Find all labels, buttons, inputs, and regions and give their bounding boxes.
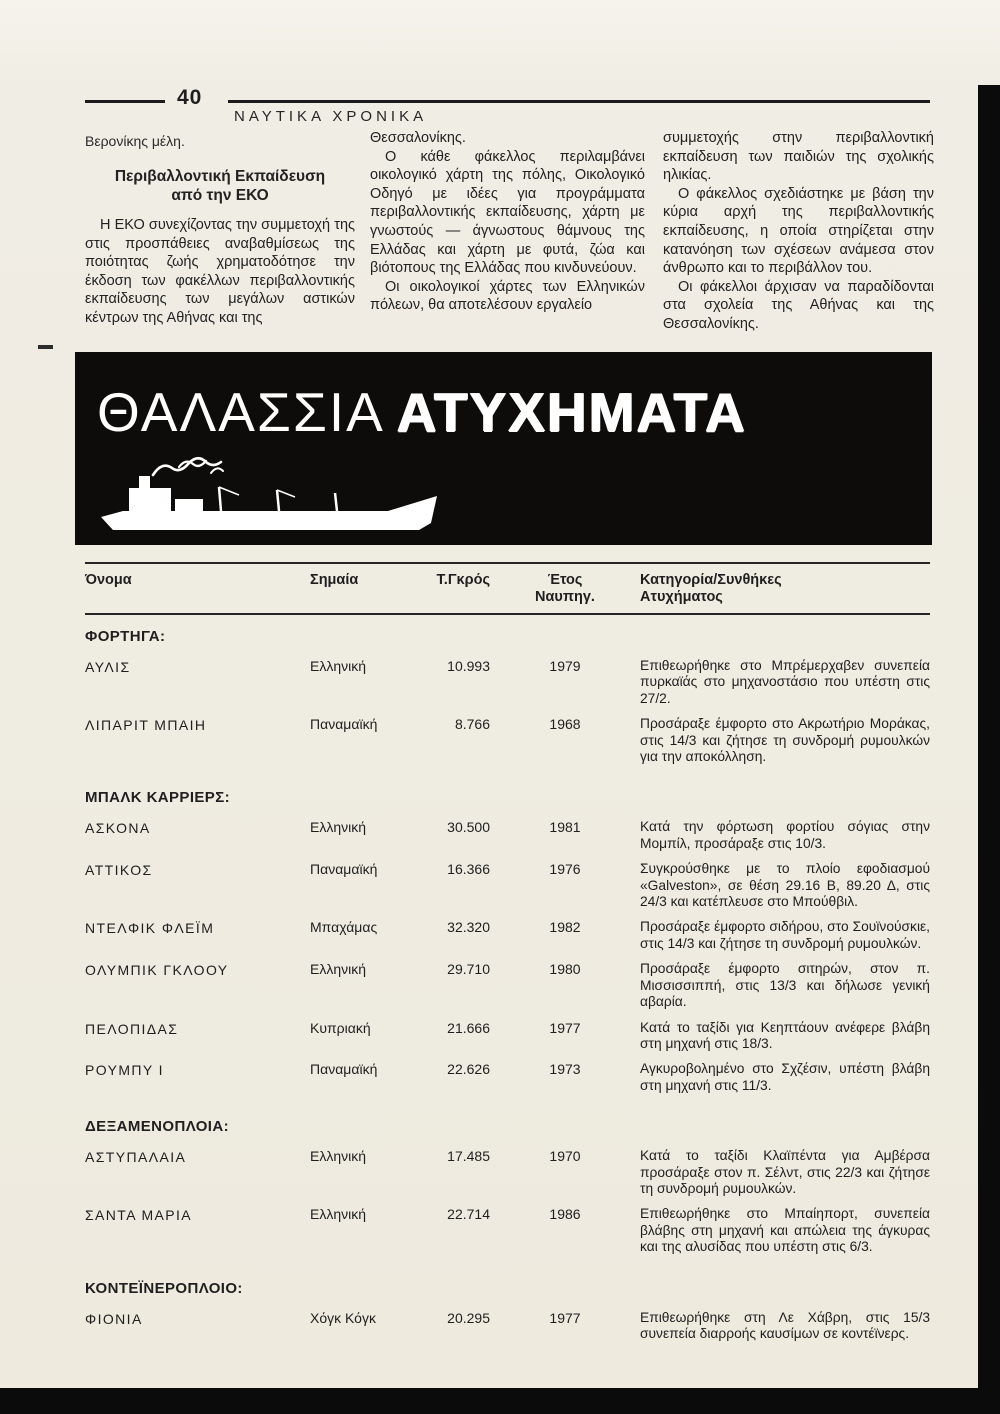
scan-edge-right-bar — [978, 85, 1000, 1414]
ship-year: 1980 — [549, 961, 581, 978]
ship-tonnage: 29.710 — [447, 961, 490, 978]
accident-description: Κατά το ταξίδι Κλαϊπέντα για Αμβέρσα προσάραξε στον π. Σέλντ, στις 22/3 και ζήτησε τη συνδρομή ρυμουλκών. — [640, 1148, 930, 1196]
section-banner — [75, 352, 932, 545]
ship-flag: Ελληνική — [310, 1148, 367, 1165]
ship-year: 1970 — [549, 1148, 581, 1165]
magazine-title: ΝΑΥΤΙΚΑ ΧΡΟΝΙΚΑ — [234, 108, 428, 125]
ship-name: ΣΑΝΤΑ ΜΑΡΙΑ — [85, 1207, 193, 1224]
ship-flag: Παναμαϊκή — [310, 861, 378, 878]
header-year-line1: Έτος — [547, 572, 583, 588]
article-paragraph: Η ΕΚΟ συνεχίζοντας την συμμετοχή της στις προσπάθειες αναβαθμίσεως της ποιότητας ζωής χρηματοδότησε την έκδοση των φακέλλων περιβαλλοντικής εκπαίδευσης των μεγάλων αστικών κέντρων της Αθήνας και της — [85, 217, 355, 326]
table-row — [85, 1206, 930, 1255]
header-name: Όνομα — [85, 572, 132, 588]
ship-flag: Κυπριακή — [310, 1019, 371, 1036]
accident-description: Επιθεωρήθηκε στο Μπρέμερχαβεν συνεπεία πυρκαϊάς στο μηχανοστάσιο που υπέστη στις 27/2. — [640, 658, 930, 706]
table-row — [85, 819, 930, 852]
table-header-row — [85, 562, 930, 615]
article-paragraph: Ο κάθε φάκελλος περιλαμβάνει οικολογικό χάρτη της πόλης, Οικολογικό Οδηγό με ιδέες για προγράμματα περιβαλλοντικής εκπαίδευσης, χάρτη με γνωστούς — άγνωστους θάμνους της Ελλάδας και χάρτη με φυτά, ζώα και βιότοπους της Ελλάδας που κινδυνεύουν. — [370, 148, 645, 277]
ship-tonnage: 32.320 — [447, 919, 490, 936]
ship-name: ΛΙΠΑΡΙΤ ΜΠΑΙΗ — [85, 717, 207, 734]
table-row — [85, 1061, 930, 1094]
ship-flag: Παναμαϊκή — [310, 1061, 378, 1078]
page-number: 40 — [177, 86, 203, 109]
table-row — [85, 1148, 930, 1197]
ship-name: ΟΛΥΜΠΙΚ ΓΚΛΟΟΥ — [85, 962, 229, 979]
ship-year: 1981 — [549, 819, 581, 836]
article-paragraph: συμμετοχής στην περιβαλλοντική εκπαίδευση των παιδιών της σχολικής ηλικίας. — [663, 130, 934, 184]
ship-name: ΑΣΚΟΝΑ — [85, 820, 151, 837]
ship-tonnage: 21.666 — [447, 1019, 490, 1036]
accident-description: Επιθεωρήθηκε στο Μπαίηπορτ, συνεπεία βλάβης στη μηχανή και απώλεια της άγκυρας και της αλυσίδας που υπέστη στις 6/3. — [640, 1206, 930, 1255]
table-row — [85, 961, 930, 1010]
ship-flag: Παναμαϊκή — [310, 716, 378, 733]
stray-article-fragment: Βερονίκης μέλη. — [85, 133, 185, 149]
ship-illustration-icon — [93, 455, 443, 541]
article-paragraph: Οι οικολογικοί χάρτες των Ελληνικών πόλεων, θα αποτελέσουν εργαλείο — [370, 278, 645, 314]
masthead-rule-left — [85, 100, 165, 103]
ship-year: 1973 — [549, 1061, 581, 1078]
ship-tonnage: 17.485 — [447, 1148, 490, 1165]
table-row — [85, 919, 930, 952]
accident-description: Προσάραξε έμφορτο σιδήρου, στο Σουϊνούσκιε, στις 14/3 και ζήτησε τη συνδρομή ρυμουλκών. — [640, 919, 930, 951]
article-column-3 — [663, 129, 934, 334]
banner-word-light: ΘΑΛΑΣΣΙΑ — [97, 381, 385, 443]
article-paragraph: Οι φάκελλοι άρχισαν να παραδίδονται στα σχολεία της Αθήνας και της Θεσσαλονίκης. — [663, 278, 934, 332]
ship-year: 1977 — [549, 1019, 581, 1036]
banner-word-bold: ΑΤΥΧΗΜΑΤΑ — [396, 381, 747, 443]
accident-description: Συγκρούσθηκε με το πλοίο εφοδιασμού «Galveston», σε θέση 29.16 Β, 89.20 Δ, στις 24/3 και κατέπλευσε στο Μπούθβιλ. — [640, 861, 930, 910]
header-tonnage: Τ.Γκρός — [436, 572, 490, 588]
accident-description: Επιθεωρήθηκε στη Λε Χάβρη, στις 15/3 συνεπεία διαρροής καυσίμων σε κοντέϊνερς. — [640, 1309, 930, 1341]
ship-name: ΡΟΥΜΠΥ Ι — [85, 1062, 164, 1079]
ship-flag: Χόγκ Κόγκ — [310, 1309, 376, 1326]
scan-artifact-dash — [38, 345, 53, 349]
table-row — [85, 716, 930, 765]
ship-tonnage: 8.766 — [454, 716, 490, 733]
ship-year: 1968 — [549, 716, 581, 733]
header-year — [490, 572, 640, 606]
ship-tonnage: 22.714 — [447, 1206, 490, 1223]
accident-description: Αγκυροβολημένο στο Σχζέσιν, υπέστη βλάβη στη μηχανή στις 11/3. — [640, 1061, 930, 1093]
accident-description: Κατά το ταξίδι για Κεηπτάουν ανέφερε βλάβη στη μηχανή στις 18/3. — [640, 1019, 930, 1051]
ship-flag: Μπαχάμας — [310, 919, 378, 936]
masthead-rule-right — [228, 100, 930, 103]
ship-tonnage: 30.500 — [447, 819, 490, 836]
article-title-line1: Περιβαλλοντική Εκπαίδευση — [114, 168, 326, 185]
table-row — [85, 658, 930, 707]
header-year-line2: Ναυπηγ. — [535, 589, 595, 605]
section-title-cargo: ΦΟΡΤΗΓΑ: — [85, 628, 166, 645]
accident-description: Κατά την φόρτωση φορτίου σόγιας στην Μομπίλ, προσάραξε στις 10/3. — [640, 819, 930, 851]
table-row — [85, 1310, 930, 1343]
article-title — [85, 167, 355, 205]
accident-description: Προσάραξε έμφορτο σιτηρών, στον π. Μισσισσιππή, στις 13/3 και δήλωσε γενική αβαρία. — [640, 961, 930, 1010]
ship-name: ΑΣΤΥΠΑΛΑΙΑ — [85, 1149, 187, 1166]
ship-year: 1977 — [549, 1309, 581, 1326]
ship-flag: Ελληνική — [310, 658, 367, 674]
ship-name: ΦΙΟΝΙΑ — [85, 1310, 143, 1327]
ship-name: ΑΤΤΙΚΟΣ — [85, 862, 153, 879]
header-category-line1: Κατηγορία/Συνθήκες — [640, 572, 782, 588]
header-flag: Σημαία — [310, 572, 359, 588]
ship-year: 1979 — [549, 658, 581, 674]
ship-name: ΑΥΛΙΣ — [85, 659, 131, 675]
article-column-1 — [85, 167, 355, 328]
ship-tonnage: 20.295 — [447, 1309, 490, 1326]
accidents-table — [85, 562, 930, 1351]
banner-title — [97, 380, 747, 444]
article-paragraph: Θεσσαλονίκης. — [370, 130, 466, 146]
ship-tonnage: 16.366 — [447, 861, 490, 878]
ship-tonnage: 22.626 — [447, 1061, 490, 1078]
ship-flag: Ελληνική — [310, 1206, 367, 1223]
scan-edge-bottom-bar — [0, 1388, 1000, 1414]
ship-flag: Ελληνική — [310, 819, 367, 836]
ship-year: 1982 — [549, 919, 581, 936]
ship-name: ΠΕΛΟΠΙΔΑΣ — [85, 1020, 179, 1037]
ship-tonnage: 10.993 — [447, 658, 490, 674]
article-title-line2: από την ΕΚΟ — [171, 187, 269, 204]
header-category-line2: Ατυχήματος — [640, 589, 723, 605]
section-title-container-ship: ΚΟΝΤΕΪΝΕΡΟΠΛΟΙΟ: — [85, 1279, 243, 1297]
table-row — [85, 1020, 930, 1053]
article-column-2 — [370, 129, 645, 315]
ship-name: ΝΤΕΛΦΙΚ ΦΛΕΪΜ — [85, 920, 215, 937]
header-category — [640, 572, 930, 606]
article-paragraph: Ο φάκελλος σχεδιάστηκε με βάση την κύρια αρχή της περιβαλλοντικής εκπαίδευσης, η οποία στηρίζεται στην κατανόηση των σχέσεων ανάμεσα στον άνθρωπο και το περιβάλλον του. — [663, 185, 934, 277]
section-title-bulk-carriers: ΜΠΑΛΚ ΚΑΡΡΙΕΡΣ: — [85, 789, 231, 807]
ship-flag: Ελληνική — [310, 961, 367, 978]
table-row — [85, 861, 930, 910]
ship-year: 1976 — [549, 861, 581, 878]
accident-description: Προσάραξε έμφορτο στο Ακρωτήριο Μοράκας, στις 14/3 και ζήτησε τη συνδρομή ρυμουλκών για την αποκόλληση. — [640, 716, 930, 765]
section-title-tankers: ΔΕΞΑΜΕΝΟΠΛΟΙΑ: — [85, 1118, 229, 1136]
ship-year: 1986 — [549, 1206, 581, 1223]
